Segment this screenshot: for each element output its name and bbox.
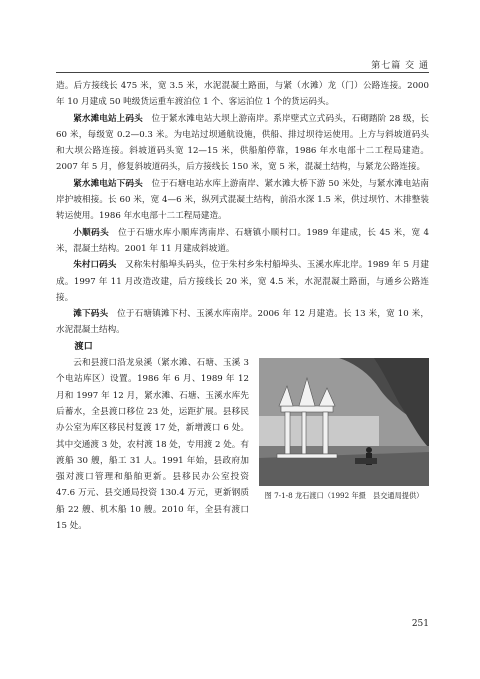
term-lower-dock: 紧水滩电站下码头 — [73, 178, 143, 189]
term-tanxia-dock: 滩下码头 — [73, 309, 109, 320]
text-zhucunkou-dock: 又称朱村船埠头码头，位于朱村乡朱村船埠头、玉溪水库北岸。1989 年 5 月建成。1997 年 11 月改造改建，后方接线长 20 米，宽 4.5 米，水泥混凝土路面，与通乡公路连接。 — [56, 260, 429, 303]
text-xiaoshun-dock: 位于石塘水库小顺库湾南岸、石塘镇小顺村口。1989 年建成，长 45 米，宽 4 米，混凝土结构。2001 年 11 月建成斜坡道。 — [56, 227, 429, 254]
paragraph-upper-dock — [56, 111, 429, 176]
page-content — [56, 78, 429, 534]
section-title-ferry: 渡口 — [74, 340, 93, 352]
text-upper-dock: 位于紧水滩电站大坝上游南岸。系岸壁式立式码头，石砌踏阶 28 级，长 60 米，每级宽 0.2—0.3 米。为电站过坝通航设施，供船、排过坝待运使用。上方与斜坡道码头和大坝公路连接。斜坡道码头宽 12—15 米，供船舶停靠，1986 年水电部十二工程局建造。2007 年 5 月，修复斜坡道码头，后方接线长 150 米，宽 5 米，混凝土结构，与紧龙公路连接。 — [56, 113, 429, 173]
ferry-body-text: 云和县渡口沿龙泉溪（紧水滩、石塘、玉溪 3 个电站库区）设置。1986 年 6 月、1989 年 12 月和 1997 年 12 月，紧水滩、石塘、玉溪水库先后蓄水，全县渡口移位 23 处，运距扩展。县移民办公室为库区移民村复渡 17 处，新增渡口 6 处。其中交通渡 3 处，农村渡 18 处，专用渡 2 处。有渡船 30 艘，船工 31 人。1991 年始，县政府加强对渡口管理和船舶更新。县移民办公室投资 47.6 万元、县交 — [56, 358, 249, 499]
text-lower-dock: 位于石塘电站水库上游南岸、紧水滩大桥下游 50 米处，与紧水滩电站南岸护坡相接。长 60 米，宽 4—6 米，纵列式混凝土结构，前沿水深 1.5 米，供过坝竹、木排整装转运使用。1986 年水电部十二工程局建造。 — [56, 178, 429, 222]
ferry-photo — [259, 358, 429, 486]
page-number: 251 — [411, 619, 429, 629]
ferry-figure — [259, 358, 429, 501]
term-xiaoshun-dock: 小顺码头 — [73, 227, 110, 238]
paragraph-continued: 造。后方接线长 475 米，宽 3.5 米，水泥混凝土路面，与紧（水滩）龙（门）公路连接。2000 年 10 月建成 50 吨级货运重车渡泊位 1 个、客运泊位 1 个的货运码头。 — [56, 81, 429, 108]
text-tanxia-dock: 位于石塘镇滩下村、玉溪水库南岸。2006 年 12 月建造。长 13 米，宽 10 米，水泥混凝土结构。 — [56, 309, 429, 336]
running-header: 第七篇 交 通 — [371, 61, 429, 71]
ferry-body-tail: 通局投资 130.4 万元，更新钢质船 22 艘、机木船 10 艘。2010 年，全县有渡口 15 处。 — [56, 488, 249, 532]
paragraph-zhucunkou-dock — [56, 257, 429, 306]
header-rule — [56, 72, 429, 73]
term-zhucunkou-dock: 朱村口码头 — [73, 260, 117, 271]
term-upper-dock: 紧水滩电站上码头 — [73, 113, 143, 124]
paragraph-tanxia-dock — [56, 306, 429, 339]
paragraph-lower-dock — [56, 176, 429, 225]
paragraph-xiaoshun-dock — [56, 225, 429, 258]
ferry-section — [56, 355, 429, 534]
figure-caption: 图 7-1-8 龙石渡口（1992 年摄 县交通局提供） — [264, 491, 424, 501]
